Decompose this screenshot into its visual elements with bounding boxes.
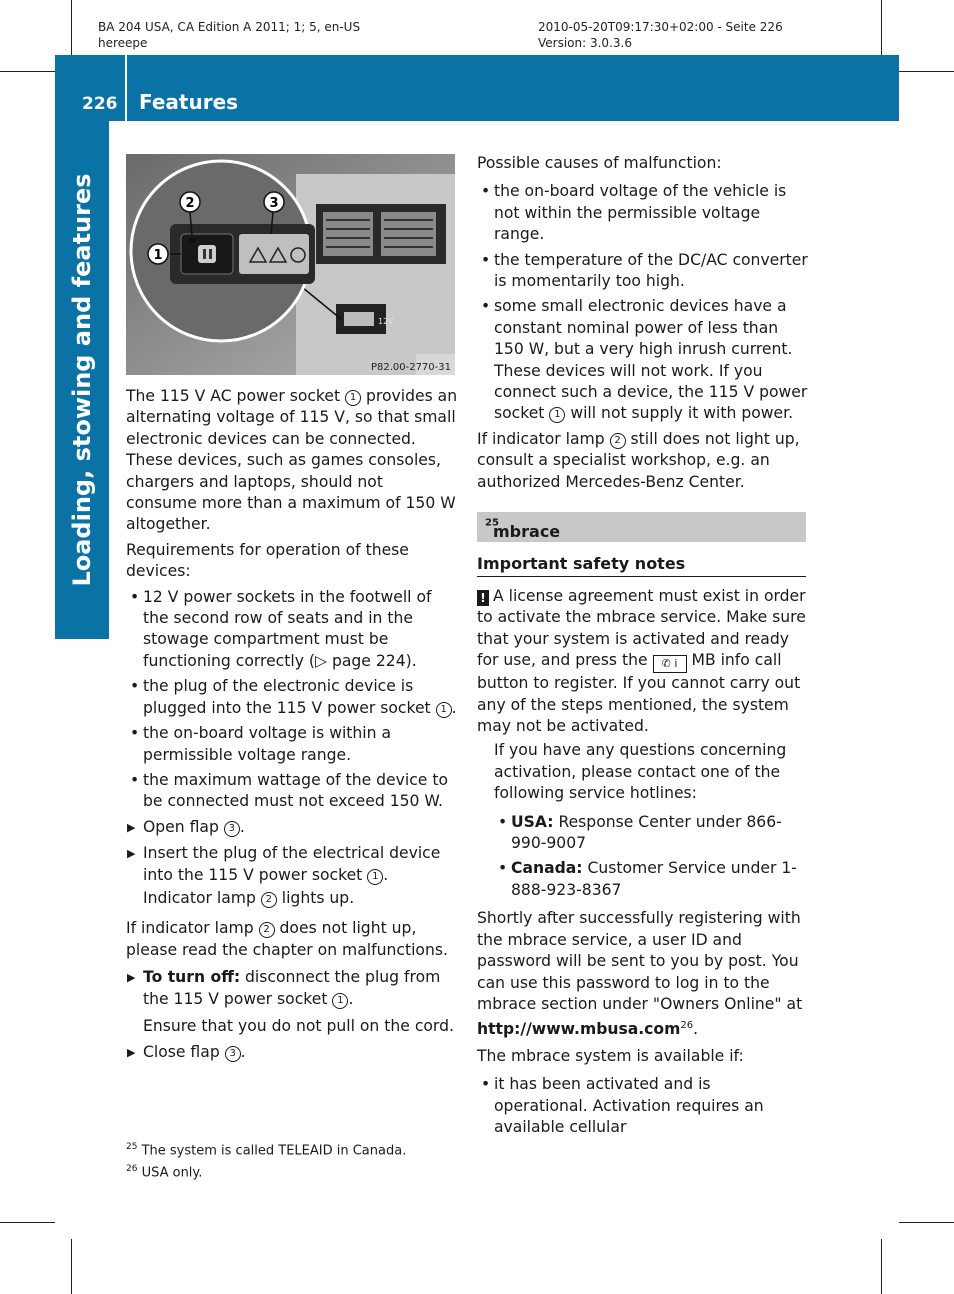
warning-hotlines: If you have any questions concerning activation, please contact one of the following service hotlines: xyxy=(494,741,787,803)
crop-mark xyxy=(881,0,882,55)
crop-mark xyxy=(0,71,55,72)
print-meta-left xyxy=(98,19,360,51)
callout-1-label: 1 xyxy=(153,248,163,263)
step-arrow-icon: ▶ xyxy=(127,847,136,861)
step-item: ▶ Open flap 3 . xyxy=(126,817,458,838)
print-meta-right xyxy=(538,19,783,51)
paragraph-intro: The 115 V AC power socket 1 provides an alternating voltage of 115 V, so that small electronic devices can be connected. These devices, such as games consoles, chargers and laptops, should not consume more than a maximum of 150 W altogether. xyxy=(126,387,458,534)
callout-2-label: 2 xyxy=(185,196,195,211)
paragraph-causes: Possible causes of malfunction: xyxy=(477,154,722,172)
figure-code: P82.00-2770-31 xyxy=(370,362,451,373)
callout-ref-2: 2 xyxy=(610,433,626,449)
callout-ref-2: 2 xyxy=(259,922,275,938)
socket-12v-label: 12V xyxy=(378,317,394,326)
step-result: Indicator lamp 2 lights up. xyxy=(143,888,355,907)
figure-power-socket xyxy=(126,154,455,375)
list-item: • the maximum wattage of the device to be connected must not exceed 150 W. xyxy=(130,770,448,811)
footnote-ref: 26 xyxy=(680,1020,694,1032)
safety-notes-heading: Important safety notes xyxy=(477,554,806,577)
step-item: ▶ Insert the plug of the electrical device into the 115 V power socket 1 . xyxy=(127,844,441,884)
list-item: • the plug of the electronic device is plugged into the 115 V power socket 1 . xyxy=(130,677,457,717)
list-item: • some small electronic devices have a constant nominal power of less than 150 W, but a very high inrush current. These devices will not work. If you connect such a device, the 115 V power socket 1 will not supply it with power. xyxy=(481,297,808,423)
power-socket-illustration xyxy=(126,154,455,375)
crop-mark xyxy=(881,1239,882,1294)
callout-ref-1: 1 xyxy=(332,993,348,1009)
crop-mark xyxy=(71,1239,72,1294)
step-item: ▶ To turn off: disconnect the plug from the 115 V power socket 1 . xyxy=(127,968,441,1008)
warning-icon: ! xyxy=(477,590,489,606)
callout-3-label: 3 xyxy=(269,196,279,211)
section-title: Features xyxy=(139,90,239,114)
right-column-top xyxy=(477,153,809,497)
paragraph-requirements: Requirements for operation of these devices: xyxy=(126,540,409,581)
page-ref-icon: ▷ xyxy=(314,651,327,670)
warning-note: ! A license agreement must exist in order to activate the mbrace service. Make sure that your system is activated and ready for use, and press the ✆ i MB info call button to register. If you cannot carry out any of the steps mentioned, the system may not be activated. xyxy=(477,587,806,736)
header-divider xyxy=(125,55,127,121)
callout-ref-1: 1 xyxy=(345,390,361,406)
mbusa-link[interactable]: http://www.mbusa.com xyxy=(477,1020,681,1039)
list-item: • the on-board voltage of the vehicle is not within the permissible voltage range. xyxy=(481,182,787,244)
callout-ref-1: 1 xyxy=(549,407,565,423)
hotline-canada: • Canada: Customer Service under 1-888-923-8367 xyxy=(498,859,797,899)
hotline-usa: • USA: Response Center under 866-990-9007 xyxy=(498,812,782,853)
figure-callout-3 xyxy=(264,192,284,212)
crop-mark xyxy=(0,1222,55,1223)
page-ref-link[interactable]: page 224). xyxy=(331,651,417,670)
paragraph-registration: Shortly after successfully registering with the mbrace service, a user ID and password will be sent to you by post. You can use this password to log in to the mbrace section under "Owners Online" at http://www.mbusa.com$^{26}$. xyxy=(477,909,803,1039)
list-item: • 12 V power sockets in the footwell of the second row of seats and in the stowage compartment must be functioning correctly (▷ page 224). xyxy=(130,587,432,670)
left-column xyxy=(126,386,458,1069)
callout-ref-3: 3 xyxy=(225,1046,241,1062)
chapter-tab-label: Loading, stowing and features xyxy=(68,173,96,587)
callout-ref-1: 1 xyxy=(436,702,452,718)
crop-mark xyxy=(899,71,954,72)
step-arrow-icon: ▶ xyxy=(127,971,136,985)
list-item: • it has been activated and is operational. Activation requires an available cellular xyxy=(481,1075,764,1137)
list-item: • the on-board voltage is within a permissible voltage range. xyxy=(130,724,392,764)
step-item: ▶ Close flap 3 . xyxy=(126,1042,458,1063)
crop-mark xyxy=(71,0,72,55)
print-meta-edition: BA 204 USA, CA Edition A 2011; 1; 5, en-US xyxy=(98,20,361,34)
footnote-25: $^{25}$ The system is called TELEAID in Canada. xyxy=(126,1142,407,1159)
figure-callout-1 xyxy=(148,244,168,264)
callout-ref-1: 1 xyxy=(367,869,383,885)
right-column-bottom xyxy=(477,586,809,1143)
step-result: Ensure that you do not pull on the cord. xyxy=(143,1016,454,1035)
step-arrow-icon: ▶ xyxy=(127,820,136,834)
paragraph-workshop: If indicator lamp 2 still does not light up, consult a specialist workshop, e.g. an authorized Mercedes-Benz Center. xyxy=(477,429,800,491)
footnote-ref: 25 xyxy=(485,517,499,529)
print-meta-version: Version: 3.0.3.6 xyxy=(538,36,632,50)
footnotes xyxy=(126,1138,406,1183)
print-meta-user: hereepe xyxy=(98,36,148,50)
subsection-heading: mbrace $^{25}$ xyxy=(477,512,806,542)
footnote-26: $^{26}$ USA only. xyxy=(126,1164,203,1181)
page-number: 226 xyxy=(82,94,118,114)
step-arrow-icon: ▶ xyxy=(127,1046,136,1060)
crop-mark xyxy=(899,1222,954,1223)
paragraph-availability: The mbrace system is available if: xyxy=(477,1046,744,1065)
print-meta-timestamp: 2010-05-20T09:17:30+02:00 - Seite 226 xyxy=(538,20,783,34)
paragraph-malfunction: If indicator lamp 2 does not light up, please read the chapter on malfunctions. xyxy=(126,919,448,959)
list-item: • the temperature of the DC/AC converter is momentarily too high. xyxy=(481,250,808,291)
callout-ref-2: 2 xyxy=(261,892,277,908)
callout-ref-3: 3 xyxy=(224,821,240,837)
figure-callout-2 xyxy=(180,192,200,212)
info-call-button-icon: ✆ i xyxy=(653,655,687,673)
